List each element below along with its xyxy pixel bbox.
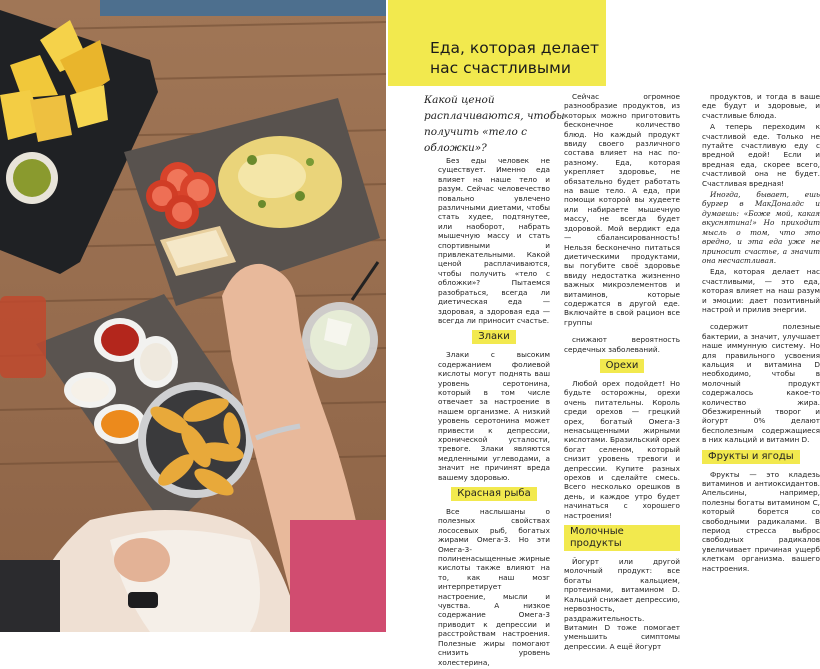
column-3 — [702, 92, 820, 575]
article-page — [386, 0, 820, 667]
title-block — [388, 0, 606, 86]
variety-paragraph: Сейчас огромное разнообразие продуктов, из которых можно приготовить бесконечное количество блюд. Но каждый продукт ввиду своего различного состава влияет на нас по-разному. Еда, которая укрепляет здоровье, не обязательно будет работать на ваше тело. А еда, при помощи которой вы худеете или набираете мышечную массу, не всегда будет здоровой. Мой вердикт еда — сбалансированность! Нельзя бесконечно питаться диетическими продуктами, вы погубите своё здоровье ввиду недостатка жизненно важных микроэлементов и витаминов, которые содержатся в другой еде. Включайте в свой рацион все группы — [564, 92, 680, 327]
cereals-paragraph: Злаки с высоким содержанием фолиевой кислоты могут поднять ваш уровень серотонина, который в том числе отвечает за настроение в нашем организме. А низкий уровень серотонина может привести к депрессии, хронической усталости, тревоге. Злаки являются медленными углеводами, а значит не причинят вреда вашему здоровью. — [438, 350, 550, 482]
section-heading-fruits: Фрукты и ягоды — [702, 450, 800, 464]
section-heading-dairy: Молочные продукты — [564, 525, 680, 551]
nuts-paragraph: Любой орех подойдет! Но будьте осторожны, орехи очень питательны. Король среди орехов — грецкий орех, богатый Омега-3 ненасыщенными жирными кислотами. Бразильский орех богат селеном, который снизит уровень тревоги и депрессии. Купите разных орехов и сделайте смесь. Всего несколько орешков в день, и каждое утро будет начинаться с хорошего настроения! — [564, 378, 680, 520]
red-fish-paragraph: Все наслышаны о полезных свойствах лососевых рыб, богатых жирами Омега-3. Но эти Омега-3-полиненасыщенные жирные кислоты также влияют на то, как наш мозг интерпретирует настроение, мысли и чувства. А низкое содержание Омега-3 приводит к депрессии и расстройствам настроения. Полезные жиры помогают снизить уровень холестерина, — [438, 507, 550, 667]
intro-paragraph: Без еды человек не существует. Именно еда влияет на наше тело и разум. Сейчас человечество повально увлечено различными диетами, чтобы стать худее, подтянутее, или наоборот, набрать мышечную массу и стать спортивными и привлекательными. Какой ценой расплачиваются, чтобы получить «тело с обложки»? Пытаемся разобраться, всегда ли диетическая еда — здоровая, а здоровая еда — всегда ли приносит счастье. — [438, 156, 550, 325]
fruits-paragraph: Фрукты — это кладезь витаминов и антиоксидантов. Апельсины, например, полезны богаты витамином C, который борется со свободными радикалами. В период стресса выброс свободных радикалов увеличивает причиная ущерб клеткам организма. вашего настроения. — [702, 469, 820, 573]
article-title — [430, 38, 599, 78]
food-photo — [0, 0, 386, 632]
heart-paragraph: снижают вероятность сердечных заболеваний. — [564, 335, 680, 354]
title-line-2: нас счастливыми — [430, 59, 571, 77]
dairy-continued-paragraph: содержит полезные бактерии, а значит, улучшает наше иммунную систему. Но для правильного усвоения кальция и витамина D необходимо, чтобы в молочный продукт содержалось какое-то количество жира. Обезжиренный творог и йогурт 0% делают бесполезным содержащиеся в них кальций и витамин D. — [702, 322, 820, 445]
section-heading-cereals: Злаки — [472, 330, 515, 344]
column-1 — [438, 156, 550, 669]
dairy-paragraph: Йогурт или другой молочный продукт: все богаты кальцием, протеинами, витамином D. Кальций снижает депрессию, нервозность, раздражительность. Витамин D тоже помогает уменьшить симптомы депрессии. А ещё йогурт — [564, 557, 680, 651]
section-heading-nuts: Орехи — [600, 359, 645, 373]
article-subtitle: Какой ценой расплачиваются, чтобы получить «тело с обложки»? — [424, 94, 565, 154]
happy-food-intro: продуктов, и тогда в ваше еде будут и здоровые, и счастливые блюда. — [702, 92, 820, 120]
happy-vs-junk-paragraph: А теперь переходим к счастливой еде. Только не путайте счастливую еду с вредной едой! Если и вредная еда, скорее всего, счастливой она не будет. Счастливая вредная! — [702, 122, 820, 188]
mood-food-paragraph: Еда, которая делает нас счастливыми, — это еда, которая влияет на наш разум и эмоции: дает позитивный настрой и прилив энергии. — [702, 267, 820, 314]
burger-paragraph: Иногда, бывает, ешь бургер в МакДоналдс и думаешь: «Боже мой, какая вкуснятина!» Но приходит мысль о том, что это вредно, и эта еда уже не приносит счастье, а значит она несчастливая. — [702, 190, 820, 265]
section-heading-red-fish: Красная рыба — [451, 487, 536, 501]
column-2 — [564, 92, 680, 653]
title-line-1: Еда, которая делает — [430, 39, 600, 57]
